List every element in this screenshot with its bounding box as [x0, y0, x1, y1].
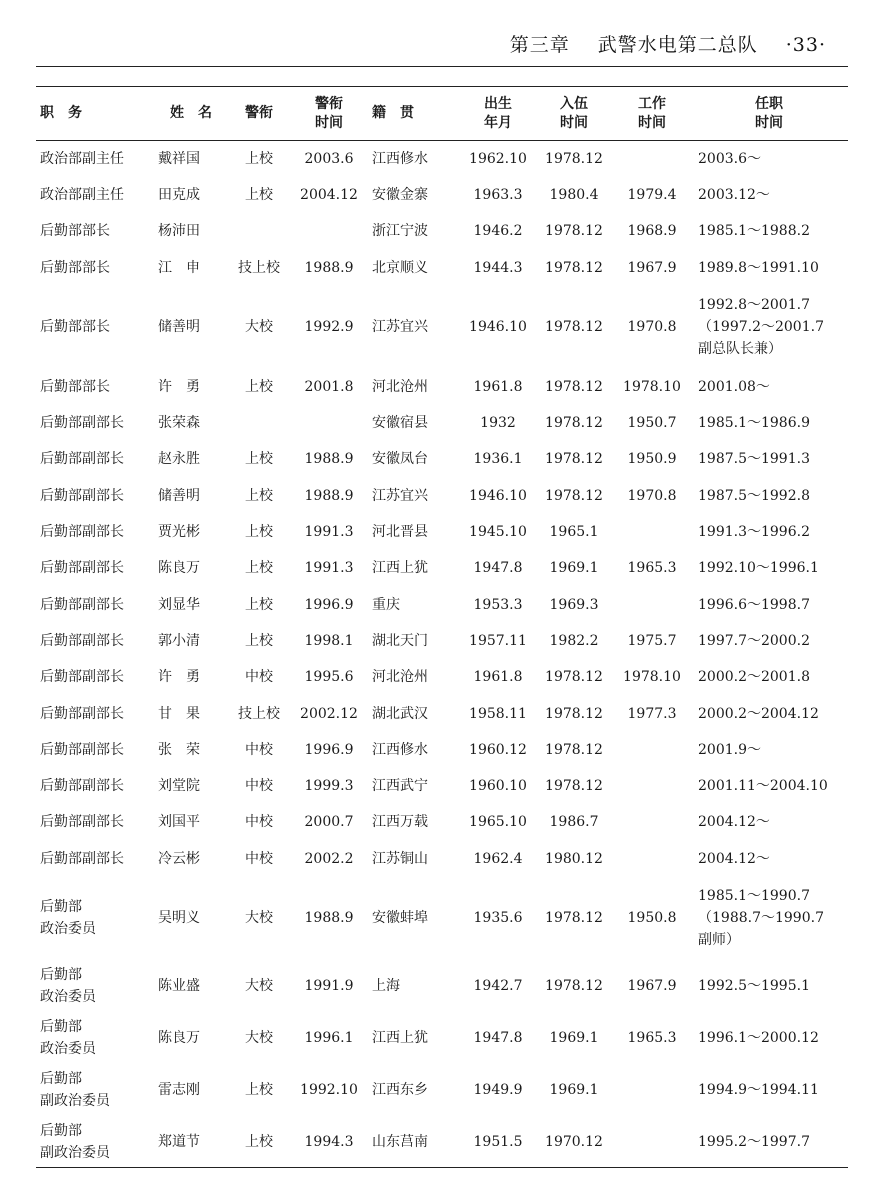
- rank-date-cell: 1996.9: [304, 596, 354, 613]
- rank-cell: 大校: [245, 977, 273, 994]
- chapter-title: 武警水电第二总队: [597, 34, 758, 56]
- name-cell: 许 勇: [158, 669, 200, 686]
- work-start-cell: [614, 1064, 690, 1116]
- enlist-cell: 1982.2: [549, 632, 599, 649]
- work-start-cell: 1950.9: [627, 451, 677, 468]
- name-cell: 赵永胜: [158, 451, 200, 468]
- table-row: [36, 1064, 848, 1116]
- name-cell: 张荣森: [158, 415, 200, 432]
- rank-date-cell: 2000.7: [304, 814, 354, 831]
- rank-cell: [228, 213, 290, 249]
- native-place-cell: 江西万载: [372, 814, 428, 831]
- col-native-place-header: 籍 贯: [372, 105, 414, 121]
- rank-cell: 中校: [245, 669, 273, 686]
- birth-cell: 1951.5: [473, 1133, 523, 1150]
- name-cell: 陈良万: [158, 560, 200, 577]
- name-cell: 许 勇: [158, 378, 200, 395]
- name-cell: 陈良万: [158, 1029, 200, 1046]
- enlist-cell: 1978.12: [545, 378, 603, 395]
- col-rank-header: 警衔: [245, 105, 273, 121]
- table-row: [36, 1116, 848, 1168]
- rank-date-cell: 2002.12: [300, 705, 358, 722]
- enlist-cell: 1969.3: [549, 596, 599, 613]
- position-cell: 后勤部部长: [40, 378, 110, 395]
- work-start-cell: [614, 1116, 690, 1168]
- native-place-cell: 安徽宿县: [372, 415, 428, 432]
- name-cell: 储善明: [158, 487, 200, 504]
- enlist-cell: 1969.1: [549, 560, 599, 577]
- rank-cell: 中校: [245, 778, 273, 795]
- rank-cell: 上校: [245, 451, 273, 468]
- position-cell: 后勤部 政治委员: [40, 1018, 96, 1057]
- table-row: [36, 732, 848, 768]
- position-cell: 后勤部 副政治委员: [40, 1070, 110, 1109]
- rank-cell: 中校: [245, 741, 273, 758]
- birth-cell: 1961.8: [473, 669, 523, 686]
- enlist-cell: 1978.12: [545, 259, 603, 276]
- native-place-cell: 安徽金寨: [372, 186, 428, 203]
- name-cell: 田克成: [158, 186, 200, 203]
- rank-cell: 大校: [245, 1029, 273, 1046]
- rank-cell: 上校: [245, 524, 273, 541]
- birth-cell: 1960.12: [469, 741, 527, 758]
- rank-cell: 上校: [245, 632, 273, 649]
- rank-date-cell: 1998.1: [304, 632, 354, 649]
- header-rule: [36, 66, 848, 67]
- term-cell: 1995.2～1997.7: [698, 1133, 810, 1150]
- col-rank-date-header: 警衔 时间: [315, 95, 343, 131]
- enlist-cell: 1986.7: [549, 814, 599, 831]
- native-place-cell: 河北沧州: [372, 669, 428, 686]
- term-cell: 2004.12～: [698, 814, 770, 831]
- enlist-cell: 1980.12: [545, 850, 603, 867]
- birth-cell: 1932: [480, 415, 516, 432]
- birth-cell: 1936.1: [473, 451, 523, 468]
- work-start-cell: [614, 732, 690, 768]
- rank-date-cell: 1991.3: [304, 560, 354, 577]
- rank-date-cell: 1991.9: [304, 977, 354, 994]
- rank-cell: 大校: [245, 910, 273, 927]
- work-start-cell: 1968.9: [627, 223, 677, 240]
- birth-cell: 1946.10: [469, 319, 527, 336]
- name-cell: 杨沛田: [158, 223, 200, 240]
- rank-cell: 上校: [245, 378, 273, 395]
- work-start-cell: 1978.10: [623, 669, 681, 686]
- name-cell: 贾光彬: [158, 524, 200, 541]
- chapter-label: 第三章: [509, 34, 570, 56]
- table-row: [36, 177, 848, 213]
- rank-date-cell: [290, 405, 368, 441]
- table-row: [36, 478, 848, 514]
- term-cell: 1989.8～1991.10: [698, 259, 819, 276]
- enlist-cell: 1978.12: [545, 223, 603, 240]
- rank-date-cell: [290, 213, 368, 249]
- term-cell: 2001.11～2004.10: [698, 778, 828, 795]
- rank-date-cell: 1988.9: [304, 487, 354, 504]
- native-place-cell: 北京顺义: [372, 259, 428, 276]
- work-start-cell: 1965.3: [627, 560, 677, 577]
- birth-cell: 1958.11: [469, 705, 527, 722]
- position-cell: 政治部副主任: [40, 186, 124, 203]
- rank-cell: 中校: [245, 850, 273, 867]
- table-row: [36, 369, 848, 405]
- work-start-cell: [614, 841, 690, 877]
- rank-date-cell: 1988.9: [304, 451, 354, 468]
- enlist-cell: 1965.1: [549, 524, 599, 541]
- native-place-cell: 山东莒南: [372, 1133, 428, 1150]
- position-cell: 后勤部副部长: [40, 596, 124, 613]
- native-place-cell: 江西修水: [372, 150, 428, 167]
- work-start-cell: 1978.10: [623, 378, 681, 395]
- col-term-header: 任职 时间: [755, 95, 783, 131]
- work-start-cell: [614, 768, 690, 804]
- term-cell: 1992.8～2001.7 （1997.2～2001.7 副总队长兼）: [698, 297, 824, 358]
- term-cell: 1996.1～2000.12: [698, 1029, 819, 1046]
- native-place-cell: 江苏宜兴: [372, 319, 428, 336]
- native-place-cell: 江西武宁: [372, 778, 428, 795]
- rank-cell: 上校: [245, 487, 273, 504]
- name-cell: 江 申: [158, 259, 200, 276]
- enlist-cell: 1969.1: [549, 1029, 599, 1046]
- birth-cell: 1965.10: [469, 814, 527, 831]
- page-number: ·33·: [785, 34, 826, 56]
- birth-cell: 1946.2: [473, 223, 523, 240]
- table-row: [36, 695, 848, 731]
- table-row: [36, 586, 848, 622]
- name-cell: 张 荣: [158, 741, 200, 758]
- rank-cell: 上校: [245, 1133, 273, 1150]
- position-cell: 后勤部副部长: [40, 778, 124, 795]
- position-cell: 后勤部副部长: [40, 669, 124, 686]
- rank-date-cell: 1988.9: [304, 910, 354, 927]
- work-start-cell: [614, 586, 690, 622]
- table-header-row: [36, 87, 848, 141]
- rank-date-cell: 1999.3: [304, 778, 354, 795]
- term-cell: 2003.6～: [698, 150, 761, 167]
- native-place-cell: 江西上犹: [372, 1029, 428, 1046]
- table-row: [36, 768, 848, 804]
- position-cell: 后勤部 政治委员: [40, 899, 96, 938]
- native-place-cell: 江西东乡: [372, 1081, 428, 1098]
- position-cell: 后勤部副部长: [40, 705, 124, 722]
- enlist-cell: 1969.1: [549, 1081, 599, 1098]
- term-cell: 2000.2～2001.8: [698, 669, 810, 686]
- enlist-cell: 1978.12: [545, 451, 603, 468]
- position-cell: 后勤部部长: [40, 319, 110, 336]
- rank-date-cell: 1996.1: [304, 1029, 354, 1046]
- enlist-cell: 1978.12: [545, 669, 603, 686]
- term-cell: 1996.6～1998.7: [698, 596, 810, 613]
- position-cell: 后勤部副部长: [40, 632, 124, 649]
- birth-cell: 1949.9: [473, 1081, 523, 1098]
- rank-cell: 技上校: [238, 259, 280, 276]
- position-cell: 后勤部副部长: [40, 451, 124, 468]
- position-cell: 后勤部副部长: [40, 814, 124, 831]
- name-cell: 刘显华: [158, 596, 200, 613]
- term-cell: 1997.7～2000.2: [698, 632, 810, 649]
- enlist-cell: 1978.12: [545, 778, 603, 795]
- rank-date-cell: 2001.8: [304, 378, 354, 395]
- work-start-cell: 1970.8: [627, 319, 677, 336]
- term-cell: 1994.9～1994.11: [698, 1081, 819, 1098]
- work-start-cell: 1950.7: [627, 415, 677, 432]
- table-row: [36, 659, 848, 695]
- col-work-start-header: 工作 时间: [638, 95, 666, 131]
- term-cell: 2003.12～: [698, 186, 770, 203]
- work-start-cell: 1965.3: [627, 1029, 677, 1046]
- term-cell: 1985.1～1990.7 （1988.7～1990.7 副师）: [698, 888, 824, 949]
- rank-date-cell: 1994.3: [304, 1133, 354, 1150]
- rank-cell: 中校: [245, 814, 273, 831]
- rank-cell: 上校: [245, 560, 273, 577]
- enlist-cell: 1978.12: [545, 977, 603, 994]
- table-row: [36, 405, 848, 441]
- table-row: [36, 249, 848, 285]
- personnel-table: [36, 86, 848, 1168]
- position-cell: 政治部副主任: [40, 150, 124, 167]
- table-body: [36, 141, 848, 1168]
- birth-cell: 1935.6: [473, 910, 523, 927]
- name-cell: 郑道节: [158, 1133, 200, 1150]
- table-row: [36, 804, 848, 840]
- work-start-cell: 1967.9: [627, 259, 677, 276]
- name-cell: 刘国平: [158, 814, 200, 831]
- rank-cell: 大校: [245, 319, 273, 336]
- birth-cell: 1962.4: [473, 850, 523, 867]
- birth-cell: 1946.10: [469, 487, 527, 504]
- rank-date-cell: 1988.9: [304, 259, 354, 276]
- table-row: [36, 550, 848, 586]
- native-place-cell: 安徽蚌埠: [372, 910, 428, 927]
- native-place-cell: 重庆: [372, 596, 400, 613]
- enlist-cell: 1978.12: [545, 741, 603, 758]
- rank-date-cell: 1992.10: [300, 1081, 358, 1098]
- native-place-cell: 江苏铜山: [372, 850, 428, 867]
- native-place-cell: 湖北武汉: [372, 705, 428, 722]
- position-cell: 后勤部副部长: [40, 560, 124, 577]
- work-start-cell: 1967.9: [627, 977, 677, 994]
- running-head: [0, 30, 826, 57]
- table-row: [36, 623, 848, 659]
- rank-cell: 上校: [245, 1081, 273, 1098]
- enlist-cell: 1978.12: [545, 319, 603, 336]
- enlist-cell: 1980.4: [549, 186, 599, 203]
- work-start-cell: 1970.8: [627, 487, 677, 504]
- col-birth-header: 出生 年月: [484, 95, 512, 131]
- rank-cell: [228, 405, 290, 441]
- term-cell: 1985.1～1986.9: [698, 415, 810, 432]
- enlist-cell: 1970.12: [545, 1133, 603, 1150]
- native-place-cell: 浙江宁波: [372, 223, 428, 240]
- term-cell: 2004.12～: [698, 850, 770, 867]
- position-cell: 后勤部部长: [40, 259, 110, 276]
- position-cell: 后勤部副部长: [40, 415, 124, 432]
- col-name-header: 姓 名: [170, 105, 212, 121]
- native-place-cell: 江西上犹: [372, 560, 428, 577]
- rank-date-cell: 2003.6: [304, 150, 354, 167]
- enlist-cell: 1978.12: [545, 150, 603, 167]
- position-cell: 后勤部副部长: [40, 487, 124, 504]
- table-row: [36, 514, 848, 550]
- enlist-cell: 1978.12: [545, 487, 603, 504]
- name-cell: 储善明: [158, 319, 200, 336]
- birth-cell: 1947.8: [473, 1029, 523, 1046]
- work-start-cell: [614, 141, 690, 177]
- native-place-cell: 江苏宜兴: [372, 487, 428, 504]
- rank-cell: 上校: [245, 186, 273, 203]
- table-row: [36, 1012, 848, 1064]
- native-place-cell: 安徽凤台: [372, 451, 428, 468]
- native-place-cell: 河北晋县: [372, 524, 428, 541]
- position-cell: 后勤部副部长: [40, 524, 124, 541]
- term-cell: 1992.5～1995.1: [698, 977, 810, 994]
- enlist-cell: 1978.12: [545, 415, 603, 432]
- name-cell: 陈业盛: [158, 977, 200, 994]
- birth-cell: 1942.7: [473, 977, 523, 994]
- work-start-cell: 1977.3: [627, 705, 677, 722]
- native-place-cell: 河北沧州: [372, 378, 428, 395]
- birth-cell: 1945.10: [469, 524, 527, 541]
- term-cell: 2001.08～: [698, 378, 770, 395]
- col-position-header: 职 务: [40, 105, 82, 121]
- birth-cell: 1961.8: [473, 378, 523, 395]
- table-row: [36, 960, 848, 1012]
- rank-cell: 上校: [245, 596, 273, 613]
- rank-date-cell: 2002.2: [304, 850, 354, 867]
- work-start-cell: 1975.7: [627, 632, 677, 649]
- position-cell: 后勤部副部长: [40, 741, 124, 758]
- work-start-cell: 1950.8: [627, 910, 677, 927]
- table-header: [36, 87, 848, 141]
- name-cell: 刘堂院: [158, 778, 200, 795]
- work-start-cell: 1979.4: [627, 186, 677, 203]
- name-cell: 戴祥国: [158, 150, 200, 167]
- position-cell: 后勤部 副政治委员: [40, 1122, 110, 1161]
- position-cell: 后勤部 政治委员: [40, 966, 96, 1005]
- table-row: [36, 841, 848, 877]
- native-place-cell: 湖北天门: [372, 632, 428, 649]
- rank-date-cell: 2004.12: [300, 186, 358, 203]
- birth-cell: 1963.3: [473, 186, 523, 203]
- table-row: [36, 877, 848, 960]
- table-row: [36, 213, 848, 249]
- birth-cell: 1953.3: [473, 596, 523, 613]
- rank-date-cell: 1992.9: [304, 319, 354, 336]
- native-place-cell: 江西修水: [372, 741, 428, 758]
- name-cell: 吴明义: [158, 910, 200, 927]
- term-cell: 1991.3～1996.2: [698, 524, 810, 541]
- birth-cell: 1960.10: [469, 778, 527, 795]
- name-cell: 甘 果: [158, 705, 200, 722]
- table-row: [36, 286, 848, 369]
- enlist-cell: 1978.12: [545, 705, 603, 722]
- birth-cell: 1962.10: [469, 150, 527, 167]
- rank-date-cell: 1995.6: [304, 669, 354, 686]
- term-cell: 1987.5～1992.8: [698, 487, 810, 504]
- rank-date-cell: 1996.9: [304, 741, 354, 758]
- rank-cell: 上校: [245, 150, 273, 167]
- birth-cell: 1944.3: [473, 259, 523, 276]
- position-cell: 后勤部副部长: [40, 850, 124, 867]
- term-cell: 2001.9～: [698, 741, 761, 758]
- term-cell: 1985.1～1988.2: [698, 223, 810, 240]
- name-cell: 雷志刚: [158, 1081, 200, 1098]
- work-start-cell: [614, 514, 690, 550]
- birth-cell: 1957.11: [469, 632, 527, 649]
- table-row: [36, 141, 848, 177]
- name-cell: 郭小清: [158, 632, 200, 649]
- birth-cell: 1947.8: [473, 560, 523, 577]
- work-start-cell: [614, 804, 690, 840]
- table-row: [36, 441, 848, 477]
- col-enlist-header: 入伍 时间: [560, 95, 588, 131]
- position-cell: 后勤部部长: [40, 223, 110, 240]
- term-cell: 1987.5～1991.3: [698, 451, 810, 468]
- name-cell: 冷云彬: [158, 850, 200, 867]
- native-place-cell: 上海: [372, 977, 400, 994]
- rank-date-cell: 1991.3: [304, 524, 354, 541]
- rank-cell: 技上校: [238, 705, 280, 722]
- term-cell: 1992.10～1996.1: [698, 560, 819, 577]
- term-cell: 2000.2～2004.12: [698, 705, 819, 722]
- enlist-cell: 1978.12: [545, 910, 603, 927]
